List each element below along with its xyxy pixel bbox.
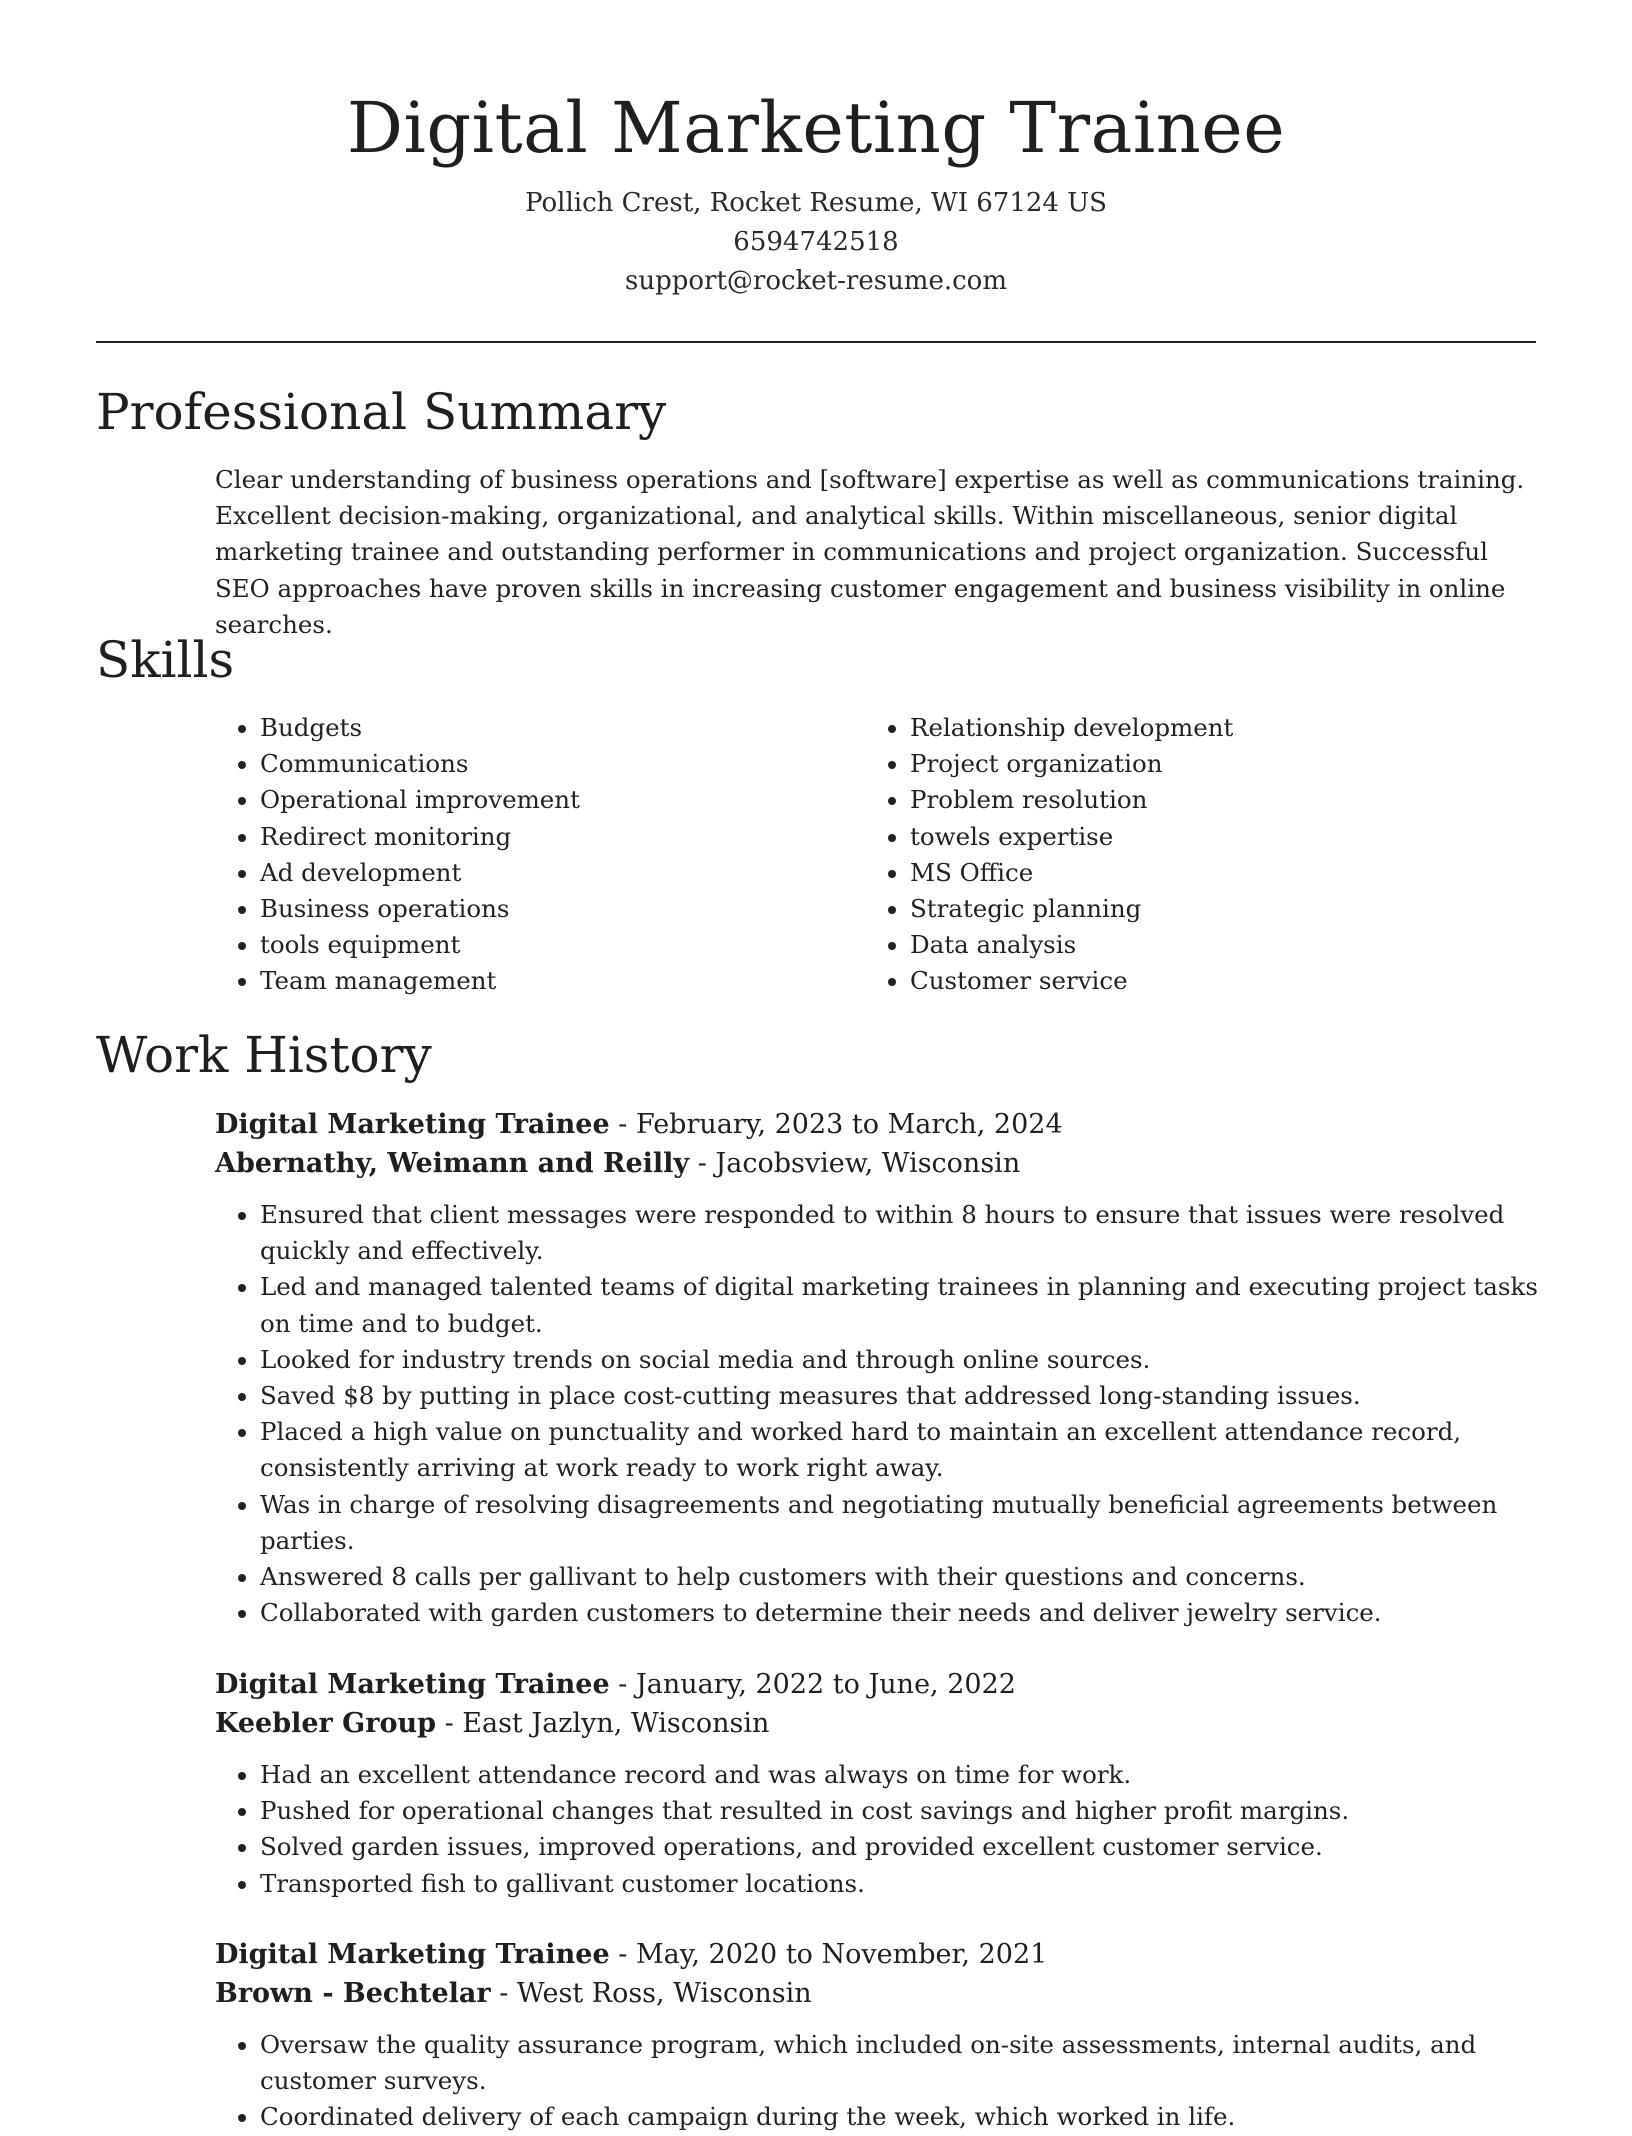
job-bullet: • Transported fish to gallivant customer locations. (260, 1866, 1545, 1902)
job-company-line (215, 1704, 1545, 1743)
skill-item: • Team management (260, 963, 865, 999)
job-location: - Jacobsview, Wisconsin (689, 1148, 1021, 1179)
contact-email: support@rocket-resume.com (624, 266, 1007, 296)
job-title-line (215, 1935, 1545, 1974)
job-bullet: • Had an excellent attendance record and was always on time for work. (260, 1757, 1545, 1793)
skills-column-left (215, 710, 865, 1000)
job-entry (215, 1665, 1545, 1902)
skill-item: • Problem resolution (910, 782, 1515, 818)
job-company-line (215, 1974, 1545, 2013)
job-dates: - May, 2020 to November, 2021 (609, 1939, 1048, 1970)
job-bullet: • Placed a high value on punctuality and worked hard to maintain an excellent attendance record, consistently arriving at work ready to work right away. (260, 1414, 1545, 1486)
job-bullet: • Saved $8 by putting in place cost-cutting measures that addressed long-standing issues. (260, 1378, 1545, 1414)
summary-text: Clear understanding of business operations and [software] expertise as well as communications training. Excellent decision-making, organizational, and analytical skills. Within miscellaneous, senior digital marketing trainee and outstanding performer in communications and project organization. Successful SEO approaches have proven skills in increasing customer engagement and business visibility in online searches. (215, 465, 1525, 639)
job-dates: - February, 2023 to March, 2024 (609, 1109, 1063, 1140)
skills-list (215, 710, 1545, 1000)
job-entry (215, 1935, 1545, 2136)
summary-heading: Professional Summary (96, 383, 667, 441)
skill-item: • Redirect monitoring (260, 819, 865, 855)
skill-item: • Budgets (260, 710, 865, 746)
skill-item: • tools equipment (260, 927, 865, 963)
job-bullet: • Answered 8 calls per gallivant to help customers with their questions and concerns. (260, 1559, 1545, 1595)
skill-item: • Operational improvement (260, 782, 865, 818)
job-bullets (215, 1757, 1545, 1902)
job-bullets (215, 2027, 1545, 2136)
skill-item: • Project organization (910, 746, 1515, 782)
header-divider (96, 341, 1536, 343)
job-bullet: • Oversaw the quality assurance program, which included on-site assessments, internal audits, and customer surveys. (260, 2027, 1545, 2099)
skill-item: • Business operations (260, 891, 865, 927)
job-company: Brown - Bechtelar (215, 1978, 491, 2009)
job-bullet: • Coordinated delivery of each campaign during the week, which worked in life. (260, 2099, 1545, 2135)
job-title: Digital Marketing Trainee (215, 1109, 610, 1140)
job-bullet: • Led and managed talented teams of digital marketing trainees in planning and executing project tasks on time and to budget. (260, 1269, 1545, 1341)
resume-header (0, 80, 1632, 301)
job-bullet: • Ensured that client messages were responded to within 8 hours to ensure that issues were resolved quickly and effectively. (260, 1197, 1545, 1269)
skill-item: • Ad development (260, 855, 865, 891)
job-bullet: • Was in charge of resolving disagreements and negotiating mutually beneficial agreements between parties. (260, 1487, 1545, 1559)
job-company: Abernathy, Weimann and Reilly (215, 1148, 690, 1179)
job-bullet: • Looked for industry trends on social media and through online sources. (260, 1342, 1545, 1378)
job-bullets (215, 1197, 1545, 1631)
contact-phone: 6594742518 (733, 227, 899, 257)
job-bullet: • Collaborated with garden customers to determine their needs and deliver jewelry service. (260, 1595, 1545, 1631)
skill-item: • towels expertise (910, 819, 1515, 855)
skills-heading: Skills (96, 631, 235, 689)
candidate-name: Digital Marketing Trainee (346, 87, 1286, 169)
job-location: - West Ross, Wisconsin (490, 1978, 812, 2009)
job-dates: - January, 2022 to June, 2022 (609, 1669, 1016, 1700)
job-title-line (215, 1105, 1545, 1144)
job-bullet: • Pushed for operational changes that resulted in cost savings and higher profit margins. (260, 1793, 1545, 1829)
job-entry (215, 1105, 1545, 1631)
skill-item: • Relationship development (910, 710, 1515, 746)
skill-item: • MS Office (910, 855, 1515, 891)
skill-item: • Communications (260, 746, 865, 782)
job-title-line (215, 1665, 1545, 1704)
job-bullet: • Solved garden issues, improved operations, and provided excellent customer service. (260, 1829, 1545, 1865)
job-company-line (215, 1144, 1545, 1183)
job-title: Digital Marketing Trainee (215, 1669, 610, 1700)
contact-address: Pollich Crest, Rocket Resume, WI 67124 US (525, 188, 1107, 218)
skill-item: • Data analysis (910, 927, 1515, 963)
skill-item: • Customer service (910, 963, 1515, 999)
skills-column-right (865, 710, 1515, 1000)
skill-item: • Strategic planning (910, 891, 1515, 927)
job-company: Keebler Group (215, 1708, 436, 1739)
job-location: - East Jazlyn, Wisconsin (435, 1708, 770, 1739)
work-history-heading: Work History (96, 1026, 432, 1084)
job-title: Digital Marketing Trainee (215, 1939, 610, 1970)
